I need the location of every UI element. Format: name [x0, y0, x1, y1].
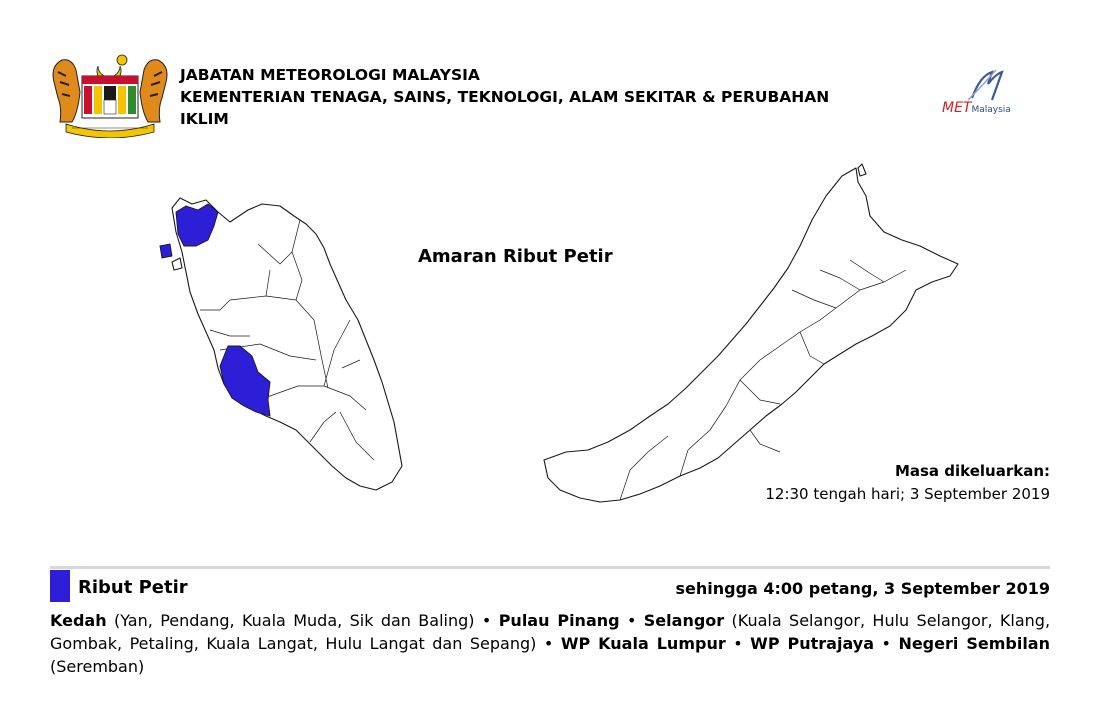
langkawi-island: [172, 258, 182, 270]
met-logo-text: [942, 100, 1011, 116]
map-title: Amaran Ribut Petir: [418, 246, 613, 267]
banggi-island: [858, 164, 866, 176]
warning-type: Ribut Petir: [78, 577, 188, 598]
area-state: Pulau Pinang: [498, 611, 620, 630]
area-districts: (Seremban): [50, 657, 145, 676]
issued-label: Masa dikeluarkan:: [894, 462, 1050, 480]
peninsular-malaysia: [172, 198, 402, 490]
org-line-1: JABATAN METEOROLOGI MALAYSIA: [180, 66, 480, 84]
org-line-2: KEMENTERIAN TENAGA, SAINS, TEKNOLOGI, ALAM SEKITAR & PERUBAHAN: [180, 88, 830, 106]
met-malaysia-logo: [932, 66, 1052, 122]
coat-of-arms-icon: [48, 52, 172, 138]
issued-time: [765, 460, 1050, 506]
warning-color-swatch: [50, 570, 70, 602]
area-state: WP Putrajaya: [750, 634, 874, 653]
area-state: Selangor: [643, 611, 725, 630]
met-logo-malaysia: Malaysia: [971, 105, 1011, 115]
met-logo-met: MET: [942, 100, 972, 116]
header: [0, 0, 1100, 140]
area-state: WP Kuala Lumpur: [560, 634, 726, 653]
pulau-pinang-region: [160, 244, 172, 258]
divider: [50, 566, 1050, 569]
org-line-3: IKLIM: [180, 110, 229, 128]
warning-until: sehingga 4:00 petang, 3 September 2019: [675, 579, 1050, 598]
sabah-sarawak: [544, 168, 958, 502]
issued-value: 12:30 tengah hari; 3 September 2019: [765, 485, 1050, 503]
area-districts: (Yan, Pendang, Kuala Muda, Sik dan Baling): [113, 611, 475, 630]
organization-name: [180, 64, 920, 130]
area-districts: (Kuala Selangor, Hulu Selangor, Klang, Gombak, Petaling, Kuala Langat, Hulu Langat dan Sepang): [50, 611, 1051, 653]
area-state: Kedah: [50, 611, 107, 630]
warning-areas: Kedah (Yan, Pendang, Kuala Muda, Sik dan Baling) • Pulau Pinang • Selangor (Kuala Selangor, Hulu Selangor, Klang, Gombak, Petaling, Kuala Langat, Hulu Langat dan Sepang) • WP Kuala Lumpur • WP Putrajaya • Negeri Sembilan (Seremban): [50, 611, 1051, 676]
area-state: Negeri Sembilan: [898, 634, 1050, 653]
